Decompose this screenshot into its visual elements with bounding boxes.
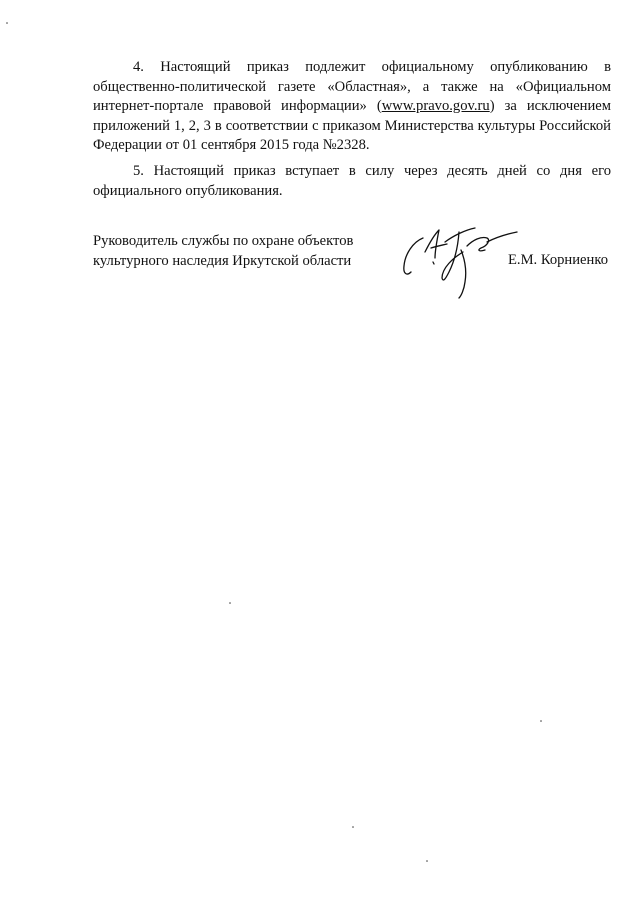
paragraph-5 bbox=[93, 162, 611, 201]
handwritten-signature bbox=[395, 212, 520, 302]
scan-speck bbox=[229, 602, 231, 604]
signer-name: Е.М. Корниенко bbox=[508, 252, 608, 268]
scan-speck bbox=[6, 22, 8, 24]
paragraph-5-text: 5. Настоящий приказ вступает в силу через десять дней со дня его официального опубликования. bbox=[93, 163, 611, 199]
signer-position-line-2: культурного наследия Иркутской области bbox=[93, 252, 352, 269]
signer-position bbox=[93, 232, 383, 271]
signer-position-line-1: Руководитель службы по охране объектов bbox=[93, 233, 354, 249]
paragraph-4 bbox=[93, 58, 611, 156]
pravo-gov-link[interactable]: www.pravo.gov.ru bbox=[381, 98, 490, 114]
scan-speck bbox=[540, 720, 542, 722]
scan-speck bbox=[426, 860, 428, 862]
paragraph-4-text-start: 4. Настоящий приказ подлежит официальному опубликованию в общественно-политической газете «Областная», а также на «Официальном интернет-портале правовой информации» ( bbox=[93, 59, 611, 114]
scan-speck bbox=[352, 826, 354, 828]
paragraph-4-text-end: ) за исключением приложений 1, 2, 3 в соответствии с приказом Министерства культуры Российской Федерации от 01 сентября 2015 года №2328. bbox=[93, 98, 611, 153]
